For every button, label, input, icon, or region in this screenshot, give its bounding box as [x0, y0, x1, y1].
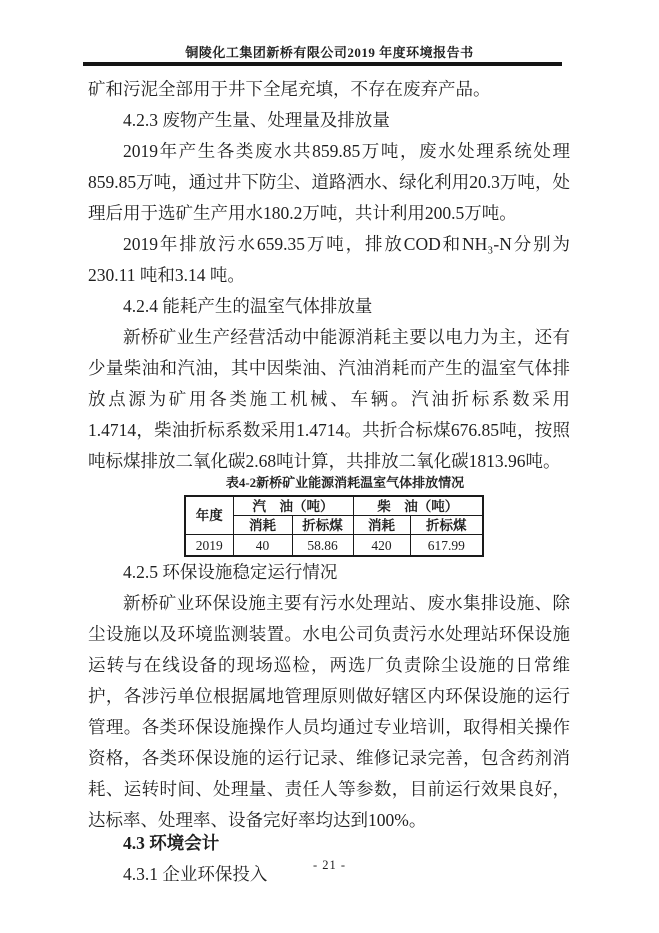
section-heading-4-2-3: 4.2.3 废物产生量、处理量及排放量 — [123, 110, 390, 130]
section-heading-4-2-5: 4.2.5 环保设施稳定运行情况 — [123, 562, 338, 582]
paragraph-tailings-continuation: 矿和污泥全部用于井下全尾充填，不存在废弃产品。 — [88, 79, 491, 99]
energy-emissions-table — [184, 495, 484, 557]
paragraph-environmental-facilities: 新桥矿业环保设施主要有污水处理站、废水集排设施、除尘设施以及环境监测装置。水电公司负责污水处理站环保设施运转与在线设备的现场巡检，两选厂负责除尘设施的日常维护，各涉污单位根据属地管理原则做好辖区内环保设施的运行管理。各类环保设施操作人员均通过专业培训，取得相关操作资格，各类环保设施的运行记录、维修记录完善，包含药剂消耗、运转时间、处理量、责任人等参数，目前运行效果良好，达标率、处理率、设备完好率均达到100%。 — [88, 593, 570, 830]
section-heading-4-3: 4.3 环境会计 — [123, 833, 220, 853]
table-group-header-row — [185, 496, 483, 516]
table-caption: 表4-2新桥矿业能源消耗温室气体排放情况 — [225, 475, 465, 490]
table-cell-diesel-coal-equivalent: 617.99 — [410, 535, 483, 557]
paragraph-energy-emissions: 新桥矿业生产经营活动中能源消耗主要以电力为主，还有少量柴油和汽油，其中因柴油、汽油消耗而产生的温室气体排放点源为矿用各类施工机械、车辆。汽油折标系数采用1.4714，柴油折标系数采用1.4714。共折合标煤676.85吨，按照吨标煤排放二氧化碳2.68吨计算，共排放二氧化碳1813.96吨。 — [88, 327, 570, 471]
table-cell-gasoline-coal-equivalent: 58.86 — [292, 535, 353, 557]
paragraph-wastewater-discharge: 2019年排放污水659.35万吨，排放COD和NH₃-N分别为230.11 吨和3.14 吨。 — [88, 234, 570, 285]
table-cell-year: 2019 — [185, 535, 233, 557]
table-header-gasoline-group: 汽 油（吨） — [233, 496, 353, 516]
table-cell-gasoline-consumption: 40 — [233, 535, 292, 557]
table-header-diesel-coal-equivalent: 折标煤 — [410, 516, 483, 535]
document-body — [88, 74, 570, 890]
header-rule — [83, 62, 562, 66]
report-header-title: 铜陵化工集团新桥有限公司2019 年度环境报告书 — [185, 45, 474, 60]
section-heading-4-2-4: 4.2.4 能耗产生的温室气体排放量 — [123, 296, 373, 316]
table-header-gasoline-coal-equivalent: 折标煤 — [292, 516, 353, 535]
table-header-gasoline-consumption: 消耗 — [233, 516, 292, 535]
paragraph-wastewater-generation: 2019年产生各类废水共859.85万吨，废水处理系统处理859.85万吨，通过井下防尘、道路洒水、绿化利用20.3万吨，处理后用于选矿生产用水180.2万吨，共计利用200.5万吨。 — [88, 141, 570, 223]
table-row — [185, 535, 483, 557]
table-cell-diesel-consumption: 420 — [353, 535, 410, 557]
table-header-diesel-consumption: 消耗 — [353, 516, 410, 535]
page-number: - 21 - — [312, 858, 347, 872]
table-header-diesel-group: 柴 油（吨） — [353, 496, 483, 516]
section-heading-4-3-1: 4.3.1 企业环保投入 — [123, 864, 268, 884]
table-header-year: 年度 — [185, 496, 233, 535]
